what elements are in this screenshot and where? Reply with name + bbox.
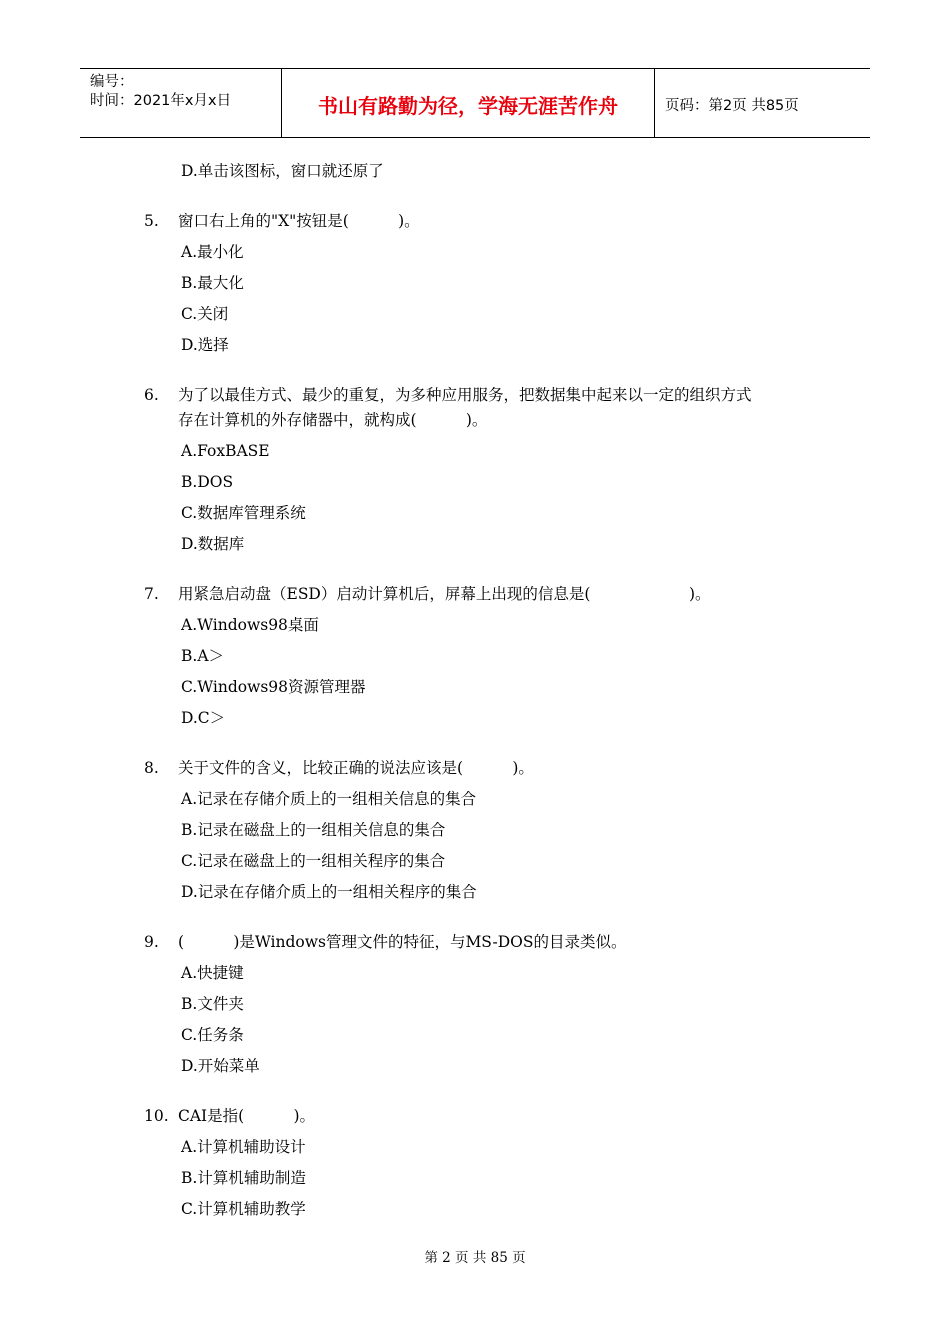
answer-option: D.记录在存储介质上的一组相关程序的集合 xyxy=(181,883,477,901)
answer-option: B.记录在磁盘上的一组相关信息的集合 xyxy=(181,821,446,839)
question-text: 关于文件的含义，比较正确的说法应该是( )。 xyxy=(178,759,534,777)
question-text: 为了以最佳方式、最少的重复，为多种应用服务，把数据集中起来以一定的组织方式 xyxy=(178,386,752,404)
answer-option: B.DOS xyxy=(181,473,234,491)
answer-option: D.选择 xyxy=(181,336,229,354)
header-page-info: 页码：第2页 共85页 xyxy=(665,97,799,114)
answer-option: B.计算机辅助制造 xyxy=(181,1169,306,1187)
code-label: 编号： xyxy=(90,74,134,90)
header-meta xyxy=(80,69,281,137)
page-header xyxy=(80,68,870,138)
answer-option: A.Windows98桌面 xyxy=(181,616,319,634)
question-number: 5. xyxy=(144,212,159,230)
answer-option: B.A＞ xyxy=(181,647,225,665)
answer-option: D.C＞ xyxy=(181,709,226,727)
answer-option: C.Windows98资源管理器 xyxy=(181,678,366,696)
answer-option: A.最小化 xyxy=(181,243,244,261)
answer-option: A.计算机辅助设计 xyxy=(181,1138,306,1156)
answer-option: C.数据库管理系统 xyxy=(181,504,306,522)
question-number: 10. xyxy=(144,1107,169,1125)
question-text: CAI是指( )。 xyxy=(178,1107,316,1125)
answer-option: B.文件夹 xyxy=(181,995,244,1013)
answer-option: C.关闭 xyxy=(181,305,229,323)
time-label: 时间：2021年x月x日 xyxy=(90,93,232,109)
question-number: 7. xyxy=(144,585,159,603)
answer-option: A.FoxBASE xyxy=(181,442,270,460)
header-motto: 书山有路勤为径，学海无涯苦作舟 xyxy=(281,69,655,137)
question-text: 用紧急启动盘（ESD）启动计算机后，屏幕上出现的信息是( )。 xyxy=(178,585,711,603)
question-text: 存在计算机的外存储器中，就构成( )。 xyxy=(178,411,488,429)
answer-option: B.最大化 xyxy=(181,274,244,292)
answer-option: C.记录在磁盘上的一组相关程序的集合 xyxy=(181,852,446,870)
question-number: 6. xyxy=(144,386,159,404)
question-text: 窗口右上角的"X"按钮是( )。 xyxy=(178,212,420,230)
answer-option: A.快捷键 xyxy=(181,964,244,982)
answer-option: C.任务条 xyxy=(181,1026,244,1044)
answer-option: D.单击该图标，窗口就还原了 xyxy=(181,162,384,180)
page-footer: 第 2 页 共 85 页 xyxy=(424,1250,526,1266)
question-text: ( )是Windows管理文件的特征，与MS-DOS的目录类似。 xyxy=(178,933,627,951)
answer-option: C.计算机辅助教学 xyxy=(181,1200,306,1218)
answer-option: A.记录在存储介质上的一组相关信息的集合 xyxy=(181,790,477,808)
answer-option: D.开始菜单 xyxy=(181,1057,260,1075)
question-number: 9. xyxy=(144,933,159,951)
question-number: 8. xyxy=(144,759,159,777)
answer-option: D.数据库 xyxy=(181,535,245,553)
